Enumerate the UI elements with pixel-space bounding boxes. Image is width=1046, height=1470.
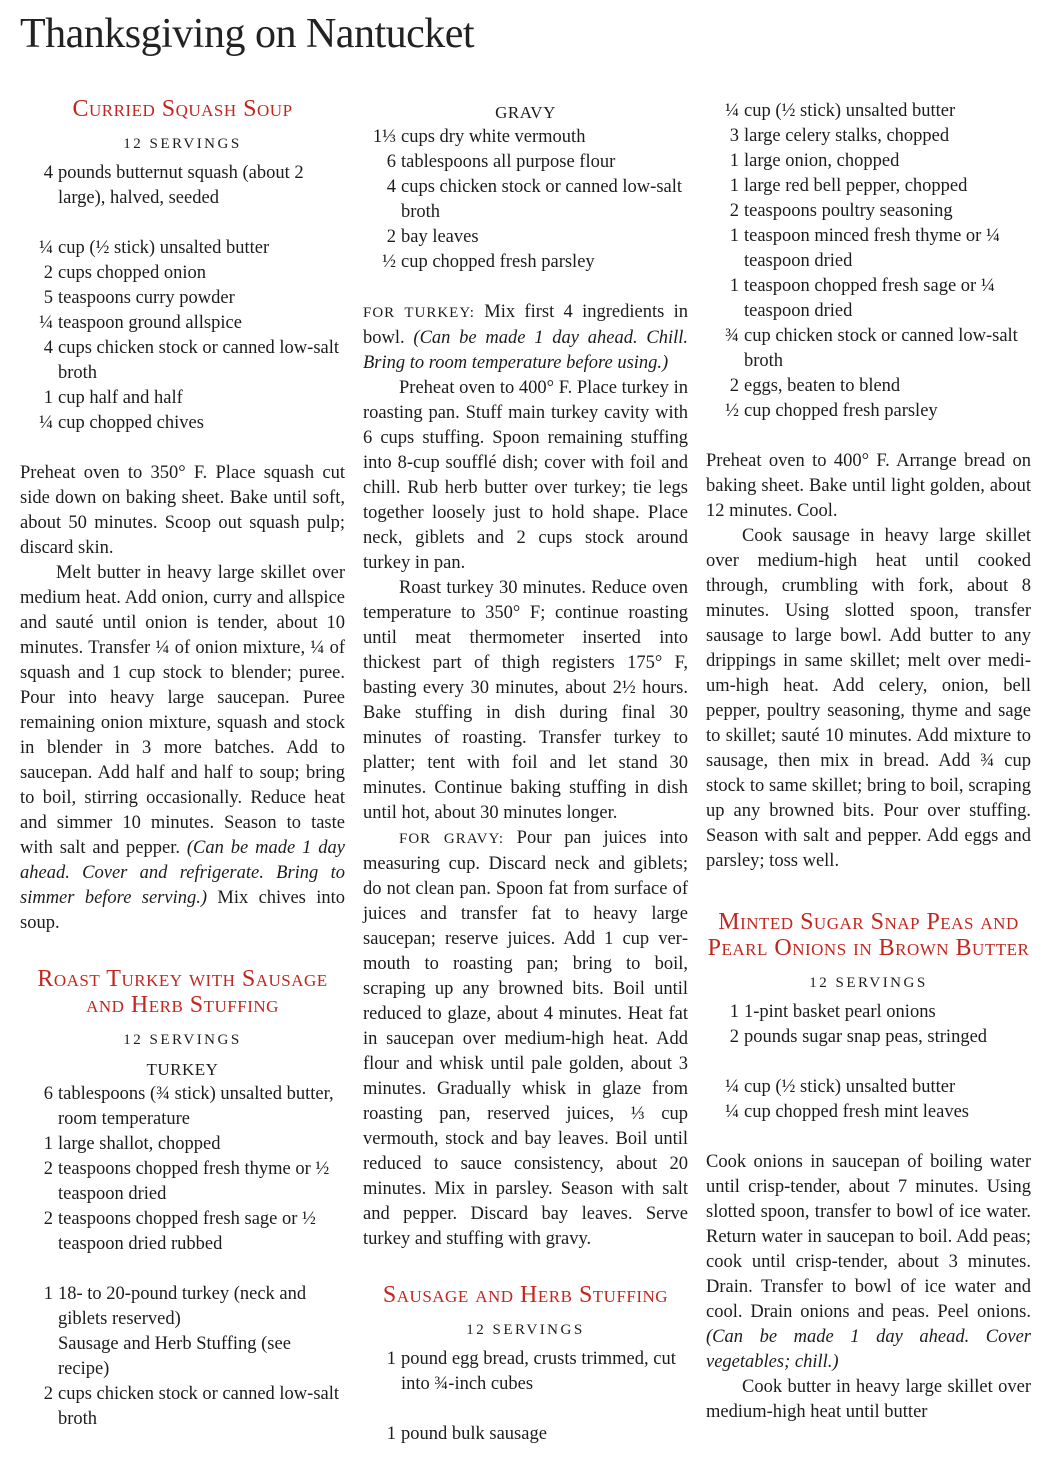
ingredient-item bbox=[20, 1382, 345, 1432]
ingredient-item bbox=[20, 1282, 345, 1332]
ingredient-text: 18- to 20-pound turkey (neck and giblets reserved) bbox=[58, 1284, 307, 1329]
ingredient-text: teaspoons chopped fresh sage or ½ teaspoon dried rubbed bbox=[58, 1209, 316, 1254]
ingredient-text: pound egg bread, crusts trimmed, cut into ¾-inch cubes bbox=[401, 1349, 676, 1394]
ingredient-qty: 1 bbox=[729, 226, 739, 246]
ingredient-item bbox=[706, 399, 1031, 424]
ingredient-item bbox=[20, 1082, 345, 1132]
ingredient-item bbox=[706, 374, 1031, 399]
ingredient-qty: 1 bbox=[729, 1002, 739, 1022]
peas-servings: 12 SERVINGS bbox=[809, 975, 928, 991]
ingredient-qty: 1 bbox=[386, 1424, 396, 1444]
stuffing-title: Sausage and Herb Stuffing bbox=[382, 1282, 669, 1308]
ingredient-item bbox=[706, 99, 1031, 124]
turkey-title: Roast Turkey with Sausage and Herb Stuffing bbox=[37, 966, 328, 1018]
ingredient-item bbox=[706, 274, 1031, 324]
ingredient-item bbox=[706, 1075, 1031, 1100]
ingredient-item bbox=[706, 1100, 1031, 1125]
stuffing-ingredients-a bbox=[363, 1347, 688, 1397]
ingredient-item bbox=[363, 250, 688, 275]
soup-ingredients-a bbox=[20, 161, 345, 211]
turkey-step-3: Roast turkey 30 minutes. Reduce oven temperature to 350° F; continue roasting until meat thermometer inserted into thickest part of thigh registers 175° F, basting every 30 minutes, about 2½ hours. Bake stuffing in dish during final 30 minutes of roasting. Transfer turkey to platter; tent with foil and let stand 30 minutes. Continue baking stuffing in dish until hot, about 30 minutes longer. bbox=[363, 578, 688, 823]
stuffing-step-2: Cook sausage in heavy large skillet over medium-high heat until cooked through, crumbling with fork, about 8 minutes. Using slotted spoon, transfer sausage to large bowl. Add butter to any drippings in same skillet; melt over medium-high heat. Add celery, onion, bell pepper, poultry seasoning, thyme and sage to skillet; sauté 10 minutes. Add mixture to sausage, then mix in bread. Add ¾ cup stock to same skillet; bring to boil, scraping up any browned bits. Pour over stuffing. Season with salt and pepper. Add eggs and parsley; toss well. bbox=[706, 526, 1031, 871]
ingredient-text: eggs, beaten to blend bbox=[744, 376, 901, 396]
soup-servings: 12 SERVINGS bbox=[123, 136, 242, 152]
ingredient-text: cup chopped fresh parsley bbox=[744, 401, 938, 421]
peas-step-1: Cook onions in saucepan of boiling water until crisp-tender, about 7 minutes. Using slotted spoon, transfer to bowl of ice water. Return water in saucepan to boil. Add peas; cook until crisp-tender, about 3 minutes. Drain. Transfer to bowl of ice water and cool. Drain onions and peas. Peel onions. (Can be made 1 day ahead. Cover vegetables; chill.) bbox=[706, 1152, 1031, 1372]
ingredient-text: Sausage and Herb Stuffing (see recipe) bbox=[58, 1334, 291, 1379]
turkey-step-2: Preheat oven to 400° F. Place turkey in roasting pan. Stuff main turkey cavity with 6 cups stuffing. Spoon remaining stuffing into 8-cup soufflé dish; cover with foil and chill. Rub herb butter over turkey; tie legs together loosely just to hold shape. Place neck, giblets and 2 cups stock around turkey in pan. bbox=[363, 378, 688, 573]
ingredient-text: cup chicken stock or canned low-salt broth bbox=[744, 326, 1018, 371]
ingredient-text: large onion, chopped bbox=[744, 151, 900, 171]
ingredient-qty: 2 bbox=[729, 201, 739, 221]
ingredient-item bbox=[706, 1025, 1031, 1050]
ingredient-qty: 1 bbox=[729, 176, 739, 196]
ingredient-text: tablespoons (¾ stick) unsalted butter, room temperature bbox=[58, 1084, 334, 1129]
ingredient-qty: 4 bbox=[386, 177, 396, 197]
ingredient-item bbox=[20, 236, 345, 261]
stuffing-servings: 12 SERVINGS bbox=[466, 1322, 585, 1338]
ingredient-qty: 3 bbox=[729, 126, 739, 146]
ingredient-qty: ¼ bbox=[39, 313, 53, 333]
ingredient-text: pound bulk sausage bbox=[401, 1424, 547, 1444]
ingredient-text: cup (½ stick) unsalted butter bbox=[744, 1077, 956, 1097]
ingredient-text: teaspoons poultry seasoning bbox=[744, 201, 953, 221]
ingredient-text: teaspoons chopped fresh thyme or ½ teaspoon dried bbox=[58, 1159, 330, 1204]
ingredient-qty: ½ bbox=[725, 401, 739, 421]
turkey-subhead: TURKEY bbox=[146, 1060, 219, 1079]
ingredient-item bbox=[20, 161, 345, 211]
ingredient-item bbox=[363, 1347, 688, 1397]
soup-step-2: Melt butter in heavy large skillet over medium heat. Add onion, curry and allspice and sauté until onion is tender, about 10 minutes. Transfer ¼ of onion mixture, ¼ of squash and 1 cup stock to blender; puree. Pour into heavy large saucepan. Puree remaining onion mixture, squash and stock in blender in 3 more batches. Add to saucepan. Add half and half to soup; bring to boil, stirring occasionally. Reduce heat and simmer 10 minutes. Season to taste with salt and pepper. (Can be made 1 day ahead. Cover and refrigerate. Bring to simmer before serving.) Mix chives into soup. bbox=[20, 563, 346, 933]
ingredient-item bbox=[706, 224, 1031, 274]
ingredient-qty: 1 bbox=[386, 1349, 396, 1369]
page-title: Thanksgiving on Nantucket bbox=[20, 11, 475, 57]
soup-step-1: Preheat oven to 350° F. Place squash cut side down on baking sheet. Bake until soft, about 50 minutes. Scoop out squash pulp; discard skin. bbox=[20, 463, 345, 558]
ingredient-text: cup half and half bbox=[58, 388, 183, 408]
ingredient-qty: ½ bbox=[382, 252, 396, 272]
ingredient-text: large celery stalks, chopped bbox=[744, 126, 950, 146]
peas-title: Minted Sugar Snap Peas and Pearl Onions in Brown Butter bbox=[707, 909, 1030, 961]
ingredient-item bbox=[363, 125, 688, 150]
ingredient-qty: 1 bbox=[43, 1284, 53, 1304]
peas-ingredients-b bbox=[706, 1075, 1031, 1125]
ingredient-item bbox=[20, 261, 345, 286]
gravy-ingredients bbox=[363, 125, 688, 275]
ingredient-text: cups chicken stock or canned low-salt broth bbox=[58, 1384, 340, 1429]
soup-ingredients-b bbox=[20, 236, 345, 436]
ingredient-qty: 2 bbox=[729, 1027, 739, 1047]
turkey-ingredients-a bbox=[20, 1082, 345, 1257]
ingredient-text: tablespoons all purpose flour bbox=[401, 152, 616, 172]
ingredient-text: teaspoons curry powder bbox=[58, 288, 235, 308]
column-1 bbox=[20, 96, 345, 1432]
turkey-servings: 12 SERVINGS bbox=[123, 1032, 242, 1048]
ingredient-qty bbox=[20, 1332, 58, 1382]
ingredient-item bbox=[20, 311, 345, 336]
ingredient-item bbox=[20, 411, 345, 436]
ingredient-qty: 6 bbox=[386, 152, 396, 172]
ingredient-item bbox=[363, 1422, 688, 1447]
ingredient-item bbox=[20, 1332, 345, 1382]
ingredient-text: cups chicken stock or canned low-salt broth bbox=[58, 338, 340, 383]
ingredient-qty: 6 bbox=[43, 1084, 53, 1104]
ingredient-text: cup chopped fresh parsley bbox=[401, 252, 595, 272]
ingredient-text: teaspoon chopped fresh sage or ¼ teaspoon dried bbox=[744, 276, 995, 321]
ingredient-text: pounds sugar snap peas, stringed bbox=[744, 1027, 988, 1047]
ingredient-qty: 5 bbox=[43, 288, 53, 308]
ingredient-item bbox=[20, 386, 345, 411]
ingredient-item bbox=[706, 199, 1031, 224]
ingredient-qty: 1⅓ bbox=[372, 127, 396, 147]
ingredient-text: cups chopped onion bbox=[58, 263, 206, 283]
ingredient-item bbox=[706, 149, 1031, 174]
soup-title: Curried Squash Soup bbox=[72, 96, 293, 122]
stuffing-ingredients-c bbox=[706, 99, 1031, 424]
ingredient-item bbox=[20, 1207, 345, 1257]
stuffing-step-1: Preheat oven to 400° F. Arrange bread on baking sheet. Bake until light golden, about 12 minutes. Cool. bbox=[706, 451, 1031, 521]
gravy-step: FOR GRAVY: Pour pan juices into measuring cup. Discard neck and giblets; do not clean pan. Spoon fat from surface of juices and transfer fat to heavy large saucepan; reserve juices. Add 1 cup vermouth to roasting pan; bring to boil, scraping up any browned bits. Boil until reduced to glaze, about 4 minutes. Heat fat in saucepan over medium-high heat. Add flour and whisk until pale golden, about 3 minutes. Gradually whisk in glaze from roasting pan, reserved juices, ⅓ cup vermouth, stock and bay leaves. Boil until reduced to sauce consistency, about 20 minutes. Mix in parsley. Season with salt and pepper. Discard bay leaves. Serve turkey and stuffing with gravy. bbox=[363, 828, 688, 1249]
gravy-subhead: GRAVY bbox=[495, 103, 556, 122]
column-2 bbox=[363, 100, 688, 1447]
ingredient-text: cup (½ stick) unsalted butter bbox=[744, 101, 956, 121]
ingredient-text: cup (½ stick) unsalted butter bbox=[58, 238, 270, 258]
ingredient-qty: 1 bbox=[43, 1134, 53, 1154]
ingredient-text: pounds butternut squash (about 2 large), halved, seeded bbox=[58, 163, 304, 208]
ingredient-text: cup chopped chives bbox=[58, 413, 204, 433]
ingredient-text: 1-pint basket pearl onions bbox=[744, 1002, 936, 1022]
turkey-ingredients-b bbox=[20, 1282, 345, 1432]
ingredient-text: cup chopped fresh mint leaves bbox=[744, 1102, 970, 1122]
ingredient-item bbox=[706, 174, 1031, 199]
ingredient-item bbox=[363, 225, 688, 250]
ingredient-item bbox=[363, 150, 688, 175]
ingredient-text: teaspoon ground allspice bbox=[58, 313, 242, 333]
ingredient-item bbox=[20, 1132, 345, 1157]
ingredient-qty: ¼ bbox=[39, 238, 53, 258]
ingredient-text: cups dry white vermouth bbox=[401, 127, 586, 147]
ingredient-text: large red bell pepper, chopped bbox=[744, 176, 968, 196]
ingredient-item bbox=[706, 124, 1031, 149]
ingredient-qty: 1 bbox=[729, 151, 739, 171]
peas-step-2: Cook butter in heavy large skillet over medium-high heat until butter bbox=[706, 1377, 1031, 1422]
ingredient-qty: 4 bbox=[43, 338, 53, 358]
ingredient-qty: 2 bbox=[729, 376, 739, 396]
ingredient-item bbox=[20, 1157, 345, 1207]
ingredient-qty: 1 bbox=[729, 276, 739, 296]
ingredient-qty: ¼ bbox=[725, 1102, 739, 1122]
ingredient-text: large shallot, chopped bbox=[58, 1134, 221, 1154]
ingredient-text: bay leaves bbox=[401, 227, 479, 247]
ingredient-qty: ¾ bbox=[725, 326, 739, 346]
ingredient-qty: 2 bbox=[43, 1159, 53, 1179]
ingredient-qty: ¼ bbox=[725, 101, 739, 121]
ingredient-qty: ¼ bbox=[725, 1077, 739, 1097]
ingredient-item bbox=[20, 286, 345, 311]
ingredient-qty: 2 bbox=[43, 1384, 53, 1404]
ingredient-qty: 2 bbox=[386, 227, 396, 247]
ingredient-qty: ¼ bbox=[39, 413, 53, 433]
ingredient-item bbox=[706, 324, 1031, 374]
stuffing-ingredients-b bbox=[363, 1422, 688, 1447]
ingredient-item bbox=[20, 336, 345, 386]
ingredient-qty: 2 bbox=[43, 1209, 53, 1229]
ingredient-item bbox=[706, 1000, 1031, 1025]
column-3 bbox=[706, 99, 1031, 1425]
ingredient-qty: 1 bbox=[43, 388, 53, 408]
peas-ingredients-a bbox=[706, 1000, 1031, 1050]
ingredient-text: teaspoon minced fresh thyme or ¼ teaspoon dried bbox=[744, 226, 1000, 271]
turkey-step-1: FOR TURKEY: Mix first 4 ingredients in bowl. (Can be made 1 day ahead. Chill. Bring to room temperature before using.) bbox=[363, 302, 689, 373]
ingredient-qty: 4 bbox=[43, 163, 53, 183]
ingredient-text: cups chicken stock or canned low-salt broth bbox=[401, 177, 683, 222]
ingredient-item bbox=[363, 175, 688, 225]
ingredient-qty: 2 bbox=[43, 263, 53, 283]
